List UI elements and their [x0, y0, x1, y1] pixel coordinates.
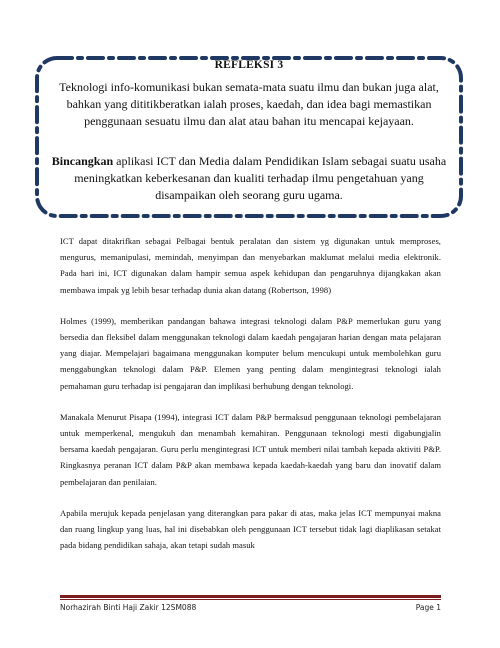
- page-footer: [60, 595, 441, 612]
- reflection-statement: Teknologi info-komunikasi bukan semata-mata suatu ilmu dan bukan juga alat, bahkan yang dititikberatkan ialah proses, kaedah, dan idea bagi memastikan penggunaan sesuatu ilmu dan alat atau bahan itu mencapai kejayaan.: [59, 80, 439, 128]
- reflection-task-verb: Bincangkan: [51, 154, 114, 168]
- footer-rule-thin: [60, 599, 441, 600]
- body-paragraph: ICT dapat ditakrifkan sebagai Pelbagai bentuk peralatan dan sistem yg digunakan untuk memproses, mengurus, memanipulasi, memindah, menyimpan dan menyebarkan maklumat melalui media elektronik. Pada hari ini, ICT digunakan dalam hampir semua aspek kehidupan dan pengaruhnya dijangkakan akan membawa impak yg lebih besar terhadap dunia akan datang (Robertson, 1998): [60, 236, 441, 295]
- reflection-title: REFLEKSI 3: [214, 59, 284, 71]
- body-text: [60, 233, 441, 568]
- footer-page-number: Page 1: [415, 603, 441, 612]
- reflection-task: [46, 153, 452, 204]
- reflection-content: [46, 59, 452, 204]
- footer-rule-thick: [60, 595, 441, 598]
- body-paragraph: Apabila merujuk kepada penjelasan yang diterangkan para pakar di atas, maka jelas ICT mempunyai makna dan ruang lingkup yang luas, hal ini disebabkan oleh penggunaan ICT tersebut tidak lagi diaplikasan setakat pada bidang pendidikan sahaja, akan tetapi sudah masuk: [60, 507, 441, 551]
- body-paragraph: Manakala Menurut Pisapa (1994), integrasi ICT dalam P&P bermaksud penggunaan teknologi pembelajaran untuk memperkenal, mengukuh dan menambah kemahiran. Penggunaan teknologi mesti digabungjalin bersama kaedah pengajaran. Guru perlu mengintegrasi ICT untuk memberi nilai tambah kepada aktiviti P&P. Ringkasnya peranan ICT dalam P&P akan membawa kepada kaedah-kaedah yang baru dan inovatif dalam pembelajaran dan penilaian.: [60, 411, 441, 487]
- footer-row: [60, 603, 441, 612]
- reflection-task-text: aplikasi ICT dan Media dalam Pendidikan Islam sebagai suatu usaha meningkatkan keberkesanan dan kualiti terhadap ilmu pengetahuan yang disampaikan oleh seorang guru ugama.: [74, 154, 447, 202]
- reflection-box: [32, 53, 466, 221]
- body-paragraph: Holmes (1999), memberikan pandangan bahawa integrasi teknologi dalam P&P memerlukan guru yang bersedia dan fleksibel dalam menggunakan teknologi dalam kaedah pengajaran harian dengan mata pelajaran yang diajar. Mempelajari bagaimana menggunakan komputer belum mencukupi untuk membolehkan guru menggabungkan teknologi dalam P&P. Elemen yang penting dalam mengintegrasi teknologi ialah pemahaman guru terhadap isi pengajaran dan implikasi berhubung dengan teknologi.: [60, 315, 441, 391]
- footer-author: Norhazirah Binti Haji Zakir 12SM088: [60, 603, 197, 612]
